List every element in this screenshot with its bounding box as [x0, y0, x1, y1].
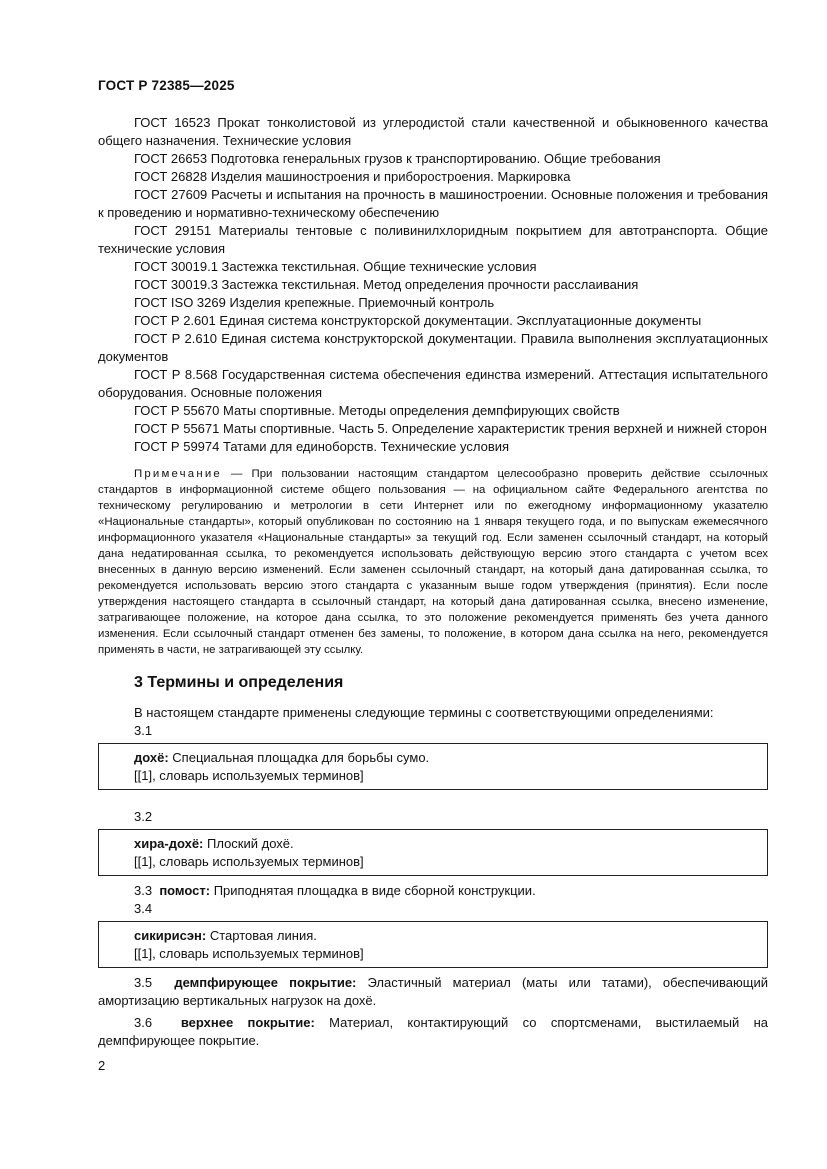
page-number: 2	[98, 1058, 106, 1073]
term-definition-line	[134, 927, 755, 945]
term-entry	[98, 882, 768, 900]
spacer	[98, 796, 768, 808]
reference-item: ГОСТ Р 59974 Татами для единоборств. Технические условия	[134, 439, 510, 454]
document-header: ГОСТ Р 72385—2025	[98, 78, 235, 93]
reference-item: ГОСТ Р 2.610 Единая система конструкторской документации. Правила выполнения эксплуатационных документов	[98, 331, 768, 364]
term-definition: Материал, контактирующий со спортсменами, выстилаемый на демпфирующее покрытие.	[98, 1015, 769, 1048]
term-definition: Эластичный материал (маты или татами), обеспечивающий амортизацию вертикальных нагрузок на дохё.	[98, 975, 768, 1008]
term-entry	[98, 1014, 768, 1050]
term-name: помост:	[159, 883, 211, 898]
reference-item: ГОСТ Р 8.568 Государственная система обеспечения единства измерений. Аттестация испытательного оборудования. Основные положения	[98, 367, 768, 400]
reference-item: ГОСТ ISO 3269 Изделия крепежные. Приемочный контроль	[134, 295, 495, 310]
term-box-hira-dohyo	[98, 829, 768, 876]
term-source: [[1], словарь используемых терминов]	[134, 854, 364, 869]
reference-item: ГОСТ 30019.3 Застежка текстильная. Метод определения прочности расслаивания	[134, 277, 639, 292]
term-definition: Плоский дохё.	[203, 836, 294, 851]
term-number: 3.3	[134, 883, 153, 898]
term-number: 3.4	[134, 901, 153, 916]
term-name: демпфирующее покрытие:	[174, 975, 357, 990]
term-number: 3.6	[134, 1015, 153, 1030]
term-name: сикирисэн:	[134, 928, 207, 943]
section-intro: В настоящем стандарте применены следующие термины с соответствующими определениями:	[134, 705, 714, 720]
term-name: хира-дохё:	[134, 836, 204, 851]
section-title: 3 Термины и определения	[134, 674, 344, 691]
reference-item: ГОСТ 16523 Прокат тонколистовой из углеродистой стали качественной и обыкновенного качества общего назначения. Технические условия	[98, 115, 768, 148]
reference-item: ГОСТ Р 2.601 Единая система конструкторской документации. Эксплуатационные документы	[134, 313, 702, 328]
note-label: Примечание	[134, 468, 222, 480]
term-name: верхнее покрытие:	[180, 1015, 315, 1030]
term-source: [[1], словарь используемых терминов]	[134, 946, 364, 961]
term-box-shikirisen	[98, 921, 768, 968]
term-source: [[1], словарь используемых терминов]	[134, 768, 364, 783]
term-definition-line	[134, 835, 755, 853]
term-number: 3.1	[134, 723, 153, 738]
term-definition: Приподнятая площадка в виде сборной конструкции.	[210, 883, 536, 898]
term-name: дохё:	[134, 750, 169, 765]
term-definition-line	[134, 749, 755, 767]
term-definition: Специальная площадка для борьбы сумо.	[168, 750, 430, 765]
reference-item: ГОСТ Р 55671 Маты спортивные. Часть 5. Определение характеристик трения верхней и нижней сторон	[134, 421, 767, 436]
reference-item: ГОСТ 29151 Материалы тентовые с поливинилхлоридным покрытием для автотранспорта. Общие технические условия	[98, 223, 768, 256]
references-list	[98, 114, 768, 456]
term-number: 3.5	[134, 975, 153, 990]
reference-item: ГОСТ 30019.1 Застежка текстильная. Общие технические условия	[134, 259, 537, 274]
reference-item: ГОСТ Р 55670 Маты спортивные. Методы определения демпфирующих свойств	[134, 403, 620, 418]
reference-item: ГОСТ 26828 Изделия машиностроения и приборостроения. Маркировка	[134, 169, 571, 184]
reference-item: ГОСТ 26653 Подготовка генеральных грузов к транспортированию. Общие требования	[134, 151, 661, 166]
term-entry	[98, 974, 768, 1010]
reference-item: ГОСТ 27609 Расчеты и испытания на прочность в машиностроении. Основные положения и требования к проведению и нормативно-техническому обеспечению	[98, 187, 768, 220]
term-definition: Стартовая линия.	[206, 928, 317, 943]
document-content	[98, 114, 768, 1050]
note-text: — При пользовании настоящим стандартом целесообразно проверить действие ссылочных стандартов в информационной системе общего пользования — на официальном сайте Федерального агентства по техническому регулированию и метрологии в сети Интернет или по ежегодному информационному указателю «Национальные стандарты», который опубликован по состоянию на 1 января текущего года, и по выпускам ежемесячного информационного указателя «Национальные стандарты» за текущий год. Если заменен ссылочный стандарт, на который дана недатированная ссылка, то рекомендуется использовать действующую версию этого стандарта с учетом всех внесенных в данную версию изменений. Если заменен ссылочный стандарт, на который дана датированная ссылка, то рекомендуется использовать версию этого стандарта с указанным выше годом утверждения (принятия). Если после утверждения настоящего стандарта в ссылочный стандарт, на который дана датированная ссылка, внесено изменение, затрагивающее положение, на которое дана ссылка, то это положение рекомендуется применять без учета данного изменения. Если ссылочный стандарт отменен без замены, то положение, в котором дана ссылка на него, рекомендуется применять в части, не затрагивающей эту ссылку.	[98, 468, 768, 656]
term-box-dohyo	[98, 743, 768, 790]
term-number: 3.2	[134, 809, 153, 824]
note-paragraph	[98, 466, 768, 658]
